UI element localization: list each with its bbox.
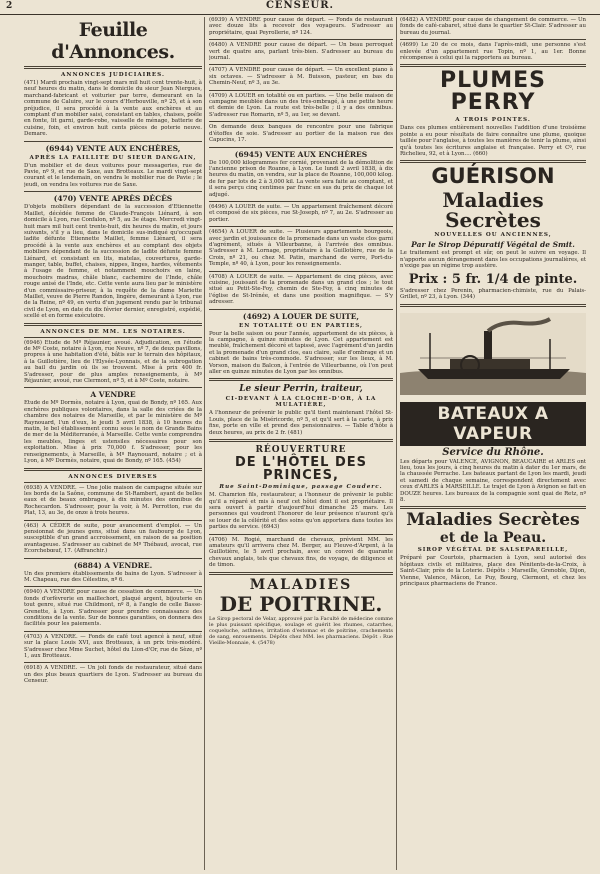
ad-subheading: NOUVELLES OU ANCIENNES, (434, 232, 552, 239)
section-heading: ANNONCES DE MM. LES NOTAIRES. (40, 328, 186, 335)
masthead: CENSEUR. (265, 0, 335, 11)
notice: (4699) Le 20 de ce mois, dans l'après-midi, une personne s'est enlevée d'un appartement rue Topin, nº 1, au 1er. Bonne récompense à celui qui la rapportera au bureau. (400, 42, 586, 62)
notice-heading: (6944) VENTE AUX ENCHÈRES, (45, 143, 181, 153)
section-heading: ANNONCES DIVERSES (68, 473, 158, 480)
notice-subheading: APRÈS LA FAILLITE DU SIEUR DANGAIN, (29, 154, 197, 161)
notice: De 100,000 kilogrammes fer cornié, provenant de la démolition de l'ancienne prison de Roanne, à Lyon. Le lundi 2 avril 1838, à dix heures du matin, on vendra, sur la place de Roanne, 100,000 kilog. de fer par lots de 2 à 3,000 kil. La vente sera faite au comptant, et il sera perçu cinq centimes par franc en sus du prix de chaque lot adjugé. (209, 159, 393, 198)
notice-subheading: EN TOTALITÉ OU EN PARTIES, (238, 322, 364, 329)
ad-text: Le traitement est prompt et sûr, on peut le suivre en voyage. Il n'apporte aucun dérangement dans les occupations journalières, et n'exige pas un régime trop austère. (400, 250, 586, 270)
ad-title: BATEAUX A VAPEUR (400, 402, 586, 446)
column-2 (209, 17, 393, 870)
ad-title: Maladies Secrètes (442, 188, 544, 233)
ad-title: MALADIES (249, 576, 353, 593)
column-divider (204, 17, 205, 870)
ad-subheading: SIROP VÉGÉTAL DE SALSEPAREILLE, (417, 547, 569, 554)
notice: Un des premiers établissements de bains de Lyon. S'adresser à M. Chapeau, rue des Célestins, nº 6. (24, 570, 202, 583)
ad-text: Les départs pour VALENCE, AVIGNON, BEAUCAIRE et ARLES ont lieu, tous les jours, à cinq heures du matin à dater du 1er mars, de la chaussée Perrache. Les bateaux partant de Lyon les mardi, jeudi et samedi de chaque semaine, correspondent directement avec ceux d'ARLES à MARSEILLE. Le trajet de Lyon à Avignon se fait en DOUZE heures. Les bureaux de la compagnie sont quai de Retz, nº 8. (400, 458, 586, 503)
notice: D'objets mobiliers dépendant de la succession d'Etiennette Maillet, décédée femme de Claude-François Liénard, à son domicile à Lyon, rue Confalon, nº 5, au 3e étage. Mercredi vingt-huit mars mil huit cent trente-huit, dix heures du matin, et jours suivants, s'il y a lieu, dans le domicile sus-indiqué qu'occupait ladite défunte Etiennette Maillet, femme Liénard, il sera procédé à la vente aux enchères et au comptant des objets mobiliers dépendant de la succession de ladite défunte femme Liénard, et consistant en lits, matelas, couvertures, garde-manger, table, buffet, chaises, nippes, linges, hardes, vêtements à l'usage de femme, et notamment mouchoirs en laine, mouchoirs madras, châle blanc, cachemire de l'Inde, châle rouge anisé de l'Inde, etc. Cette vente aura lieu par le ministère d'un commissaire-priseur, à la requête de la dame Mariette Maillet, veuve de Pierre Randon, lingère, demeurant à Lyon, rue de la Reine, nº 49, en vertu d'un jugement rendu par le tribunal civil de Lyon, en date du dix février dernier, enregistré, expédié, scellé et en forme exécutoire. (24, 204, 202, 320)
ad-title: GUÉRISON (431, 164, 555, 189)
column-divider (396, 17, 397, 870)
notice: On demande deux banques de rencontre pour une fabrique d'étoffes de soie. S'adresser au portier de la maison rue des Capucins, 17. (209, 124, 393, 144)
notice: (4706) M. Rogié, marchand de chevaux, prévient MM. les amateurs qu'il arrivera chez M. Berger, au Fleuve-d'Argent, à la Guillotière, le 5 avril prochain, avec un convoi de quarante chevaux anglais, tels que chevaux fins, de voyage, de diligence et de timon. (209, 536, 393, 569)
notice: (6482) A VENDRE pour cause de changement de commerce. — Un fonds de café-cabaret, situé dans le quartier St-Clair. S'adresser au bureau du journal. (400, 17, 586, 36)
ad-text: A l'honneur de prévenir le public qu'il tient maintenant l'hôtel St-Louis, place de la Miséricorde, nº 5, et qu'il sert à la carte, à prix fixe, porte en ville et prend des pensionnaires. — Table d'hôte à deux heures, au prix de 2 fr. (481) (209, 410, 393, 436)
notice: (4709) A LOUER en totalité ou en parties. — Une belle maison de campagne meublée dans un des très-ombragé, à une petite heure et demie de Lyon. La route est très-belle ; il y a des omnibus. S'adresser rue Romarin, nº 5, au 1er, se devant. (209, 92, 393, 118)
ad-text: M. Chamrion fils, restaurateur, a l'honneur de prévenir le public qu'il a réparé et mis à neuf cet hôtel dont il est propriétaire. Il sera ouvert à partir d'aujourd'hui dimanche 25 mars. Les personnes qui voudront l'honorer de leur présence n'auront qu'à se louer de la célérité et des soins qu'on apportera dans toutes les parties du service. (6943) (209, 492, 393, 531)
price: Prix : 5 fr. 1/4 de pinte. (408, 271, 578, 287)
ad-text: S'adresser chez Perenin, pharmacien-chimiste, rue du Palais-Grillet, nº 23, à Lyon. (344) (400, 287, 586, 301)
notice: D'un mobilier et de deux voitures pour messageries, rue de Pavie, nº 9, et rue de Saxe, aux Brotteaux. Le mardi vingt-sept courant et le lendemain, on vendra le mobilier rue de Pavie ; le jeudi, on vendra les voitures rue de Saxe. (24, 162, 202, 188)
notice: (6939) A VENDRE pour cause de départ. — Fonds de restaurant avec douze lits à recevoir des voyageurs. S'adresser au propriétaire, quai Peyrollerie, nº 124. (209, 17, 393, 36)
notice-heading: (470) VENTE APRÈS DÉCÈS (53, 194, 173, 204)
ad-title: et de la Peau. (439, 530, 547, 547)
ad-subheading: CI-DEVANT À LA CLOCHE-D'OR, À LA MULATIÈRE, (225, 396, 377, 409)
notice: Pour la belle saison ou pour l'année, appartement de six pièces, à la campagne, à quinze minutes de Lyon. Cet appartement est meublé, fraîchement décoré et tapissé, avec l'agrément d'un jardin et la promenade d'un grand clos, eau claire, salle d'ombrage et un cabinet de bains très-commode. S'adresser, sur les lieux, à M. Vorson, maison du Balcon, à l'entrée de Villeurbanne, où l'on peut aller en quinze minutes de Lyon par les omnibus. (209, 330, 393, 376)
notice: (4707) A VENDRE pour cause de départ. — Un excellent piano à six octaves. — S'adresser à M. Buisson, pasteur, en bas du Chemin-Neuf, nº 3, au 3e. (209, 67, 393, 87)
ad-subheading: Service du Rhône. (442, 446, 544, 458)
ad-title: PLUMES PERRY (440, 68, 546, 116)
ad-text: Le Sirop pectoral de Velar, approuvé par la Faculté de médecine comme le plus puissant spécifique, soulage et guérit les rhumes, catarrhes, coqueluche, asthmes, irritation d'estomac et de poitrine, crachements de sang, enrouements. Dépôts chez MM. les pharmaciens. Dépôt : Rue Vieille-Monnaie, 4. (5478) (209, 615, 393, 646)
notice-heading: A VENDRE (90, 390, 136, 400)
ad-text: Préparé par Courtois, pharmacien à Lyon, seul autorisé des hôpitaux civils et militaires, place des Pénitents-de-la-Croix, à Saint-Clair, près de la Loterie. Dépôts : Marseille, Grenoble, Dijon, Vienne, Valence, Mâcon, Le Puy, Bourg, Clermont, et chez les principaux pharmaciens de France. (400, 555, 586, 587)
notice: (6938) A VENDRE. — Une jolie maison de campagne située sur les bords de la Saône, commune de St-Rambert, ayant de belles eaux et de beaux ombrages, à dix minutes des omnibus de Rochecardon. S'adresser, pour la voir, à M. Perrotton, rue du Plat, 13, au 3e, de onze à trois heures. (24, 484, 202, 517)
notice-heading: (6945) VENTE AUX ENCHÈRES (234, 149, 368, 159)
notice-heading: (6884) A VENDRE. (73, 560, 153, 570)
notice: (463) A CÉDER de suite, pour avancement d'emploi. — Un pensionnat de jeunes gens, situé dans un faubourg de Lyon, susceptible d'un grand accroissement, en raison de sa position avantageuse. S'adresser au cabinet de Mº Thébaud, avocat, rue Ecorchebœuf, 17. (Affranchir.) (24, 522, 202, 555)
notice: (4703) A VENDRE. — Fonds de café tout agencé à neuf, situé sur la place Louis XVI, aux Brotteaux, à un prix très-modéré. S'adresser chez Mme Suchet, hôtel du Lion-d'Or, rue de Sèze, nº 1, aux Brotteaux. (24, 633, 202, 660)
ad-subheading: Par le Sirop Dépuratif Végétal de Smit. (411, 240, 575, 250)
notice: (4708) A LOUER de suite. — Appartement de cinq pièces, avec cuisine, jouissant de la promenade dans un grand clos ; le tout situé au Petit-Ste-Foy, chemin de Ste-Foy, à cinq minutes de l'église de St-Irénée, et dans une position magnifique. — S'y adresser. (209, 273, 393, 306)
steamboat-illustration (400, 313, 586, 395)
notice-heading: (4692) A LOUER DE SUITE, (242, 311, 360, 321)
ad-subheading: Rue Saint-Dominique, passage Couderc. (219, 484, 383, 491)
ad-title: DE L'HÔTEL DES PRINCES, (235, 455, 367, 484)
ad-text: Dans ces plumes entièrement nouvelles l'addition d'une troisième pointe a eu pour résultats de faire connaître une plume, quoique taillée pour l'anglaise, à toutes les manières de tenir la plume, ainsi qu'à toutes les écritures anglaise et française. Perry et Cº, rue Richelieu, 92, et à Lyon.... (660) (400, 125, 586, 158)
page-header (0, 0, 600, 15)
page-number: 2 (6, 1, 13, 11)
ad-subheading: A TROIS POINTES. (455, 117, 531, 124)
ad-heading: RÉOUVERTURE (255, 445, 347, 456)
section-title: Feuille d'Annonces. (51, 19, 175, 63)
ad-title: Maladies Secrètes (406, 510, 580, 531)
notice: (6918) A VENDRE. — Un joli fonds de restaurateur, situé dans un des plus beaux quartiers de Lyon. S'adresser au bureau du Censeur. (24, 665, 202, 685)
notice: (471) Mardi prochain vingt-sept mars mil huit cent trente-huit, à neuf heures du matin, dans le domicile du sieur Jean Niergues, marchand-fabricant et voiturier par terre, demeurant en la commune de Caluire, sur le cours d'Herbouville, nº 25, et à son préjudice, il sera procédé à la vente aux enchères et au comptant d'un mobilier saisi, consistant en tables, chaises, poêle en fonte, lit garni, garde-robe, vaisselle de ménage, batterie de cuisine, foin, et environ huit cents pièces de poterie neuve. Demare. (24, 80, 202, 138)
notice: (4654) A LOUER de suite. — Plusieurs appartements bourgeois, avec jardin et jouissance de la promenade dans un vaste clos garni d'agrément, situés à Villeurbanne, à l'arrivée des omnibus. S'adresser à M. Lornage, propriétaire à la Guillotière, rue de la Croix, nº 21, ou chez M. Patin, marchand de verre, Port-du-Temple, nº 40, à Lyon, pour les renseignements. (209, 229, 393, 268)
column-3 (400, 17, 586, 870)
ad-heading: Le sieur Perrin, traiteur, (239, 384, 363, 395)
notice: (6496) A LOUER de suite. — Un appartement fraîchement décoré et composé de six pièces, rue St-Joseph, nº 7, au 2e. S'adresser au portier. (209, 203, 393, 223)
column-1 (24, 17, 202, 870)
notice: (6940) A VENDRE pour cause de cessation de commerce. — Un fonds d'orfèvrerie en maillechort, plaqué argent, bijouterie en tout genre, situé rue Childmont, nº 8, à l'angle de celle Basse-Grenette, à Lyon. S'adresser pour prendre connaissance des conditions de la vente. Sur de bonnes garanties, on donnera des facilités pour les paiements. (24, 589, 202, 628)
notice: (6480) A VENDRE pour cause de départ. — Un beau perroquet vert de quatre ans, parlant très-bien. S'adresser au bureau du journal. (209, 42, 393, 62)
section-heading: ANNONCES JUDICIAIRES. (61, 72, 165, 78)
notice: (6946) Etude de Mº Réjaunier, avoué. Adjudication, en l'étude de Mº Coste, notaire à Lyon, rue Neuve, nº 7, de deux pavillons, propres à une habitation d'été, bâtis sur le terrain des hôpitaux, à la Guillotière, lieu de l'Elysée-Lyonnais, et de la subrogation au bail du jardin où ils se trouvent. Mise à prix 400 fr. S'adresser, pour de plus amples renseignements, à Mº Réjaunier, avoué, rue Clermont, nº 5, et à Mº Coste, notaire. (24, 339, 202, 385)
ad-title: DE POITRINE. (219, 591, 383, 616)
notice: Etude de Mº Dormès, notaire à Lyon, quai de Bondy, nº 165. Aux enchères publiques volontaires, dans la salle des criées de la chambre des notaires de Marseille, et par le ministère de Mº Raynouard, l'un d'eux, le jeudi 5 avril 1838, à 10 heures du matin, le bel établissement connu sous le nom de Grands Bains de mer de la Méditerranée, à Marseille. Cette vente comprendra les meubles, linges et ustensiles nécessaires pour son exploitation. Mise à prix 70,000 f. S'adresser, pour les renseignements, à Marseille, à Mº Raynouard, notaire ; et à Lyon, à Mº Dormès, notaire, quai de Bondy, nº 165. (454) (24, 400, 202, 465)
